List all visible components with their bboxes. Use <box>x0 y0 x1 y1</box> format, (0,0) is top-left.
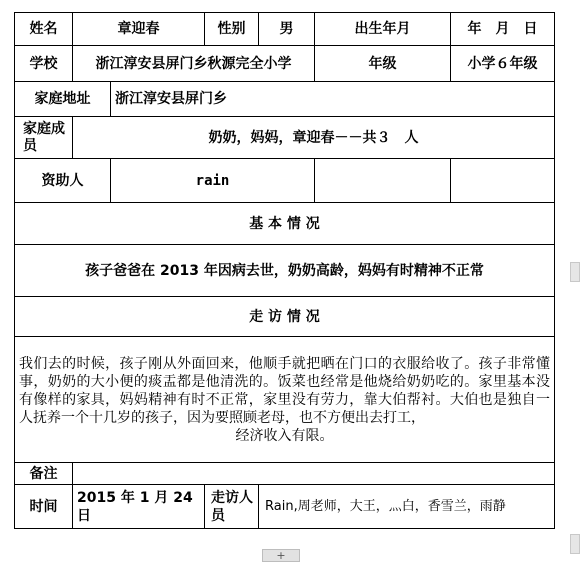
sponsor-extra-cell-2[interactable] <box>451 159 555 203</box>
scroll-handle-icon[interactable] <box>570 262 580 282</box>
visit-text: 我们去的时候，孩子刚从外面回来，他顺手就把晒在门口的衣服给收了。孩子非常懂事，奶奶的大小便的痰盂都是他清洗的。饭菜也经常是他烧给奶奶吃的。家里基本没有像样的家具，妈妈精神有时不正常，家里没有劳力，靠大伯帮衬。大伯也是独自一人抚养一个十几岁的孩子，因为要照顾老母，也不方便出去打工， <box>19 355 550 426</box>
visitors-value[interactable]: Rain,周老师，大王，灬白，香雪兰，雨静 <box>259 485 555 529</box>
family-value[interactable]: 奶奶，妈妈，章迎春－－共３ 人 <box>73 117 555 159</box>
grade-label: 年级 <box>315 46 451 82</box>
row-family <box>15 117 555 159</box>
scroll-handle-icon[interactable] <box>570 534 580 554</box>
row-basic-heading <box>15 203 555 245</box>
time-label: 时间 <box>15 485 73 529</box>
visit-narrative[interactable] <box>15 337 555 463</box>
visit-text-last: 经济收入有限。 <box>235 427 334 444</box>
name-label: 姓名 <box>15 13 73 46</box>
student-visit-form <box>14 12 555 529</box>
row-sponsor <box>15 159 555 203</box>
visitors-label: 走访人员 <box>205 485 259 529</box>
row-visit-heading <box>15 297 555 337</box>
time-value[interactable]: 2015 年 1 月 24 日 <box>73 485 205 529</box>
row-notes <box>15 463 555 485</box>
row-time <box>15 485 555 529</box>
basic-heading: 基 本 情 况 <box>15 203 555 245</box>
grade-value[interactable]: 小学６年级 <box>451 46 555 82</box>
birth-label: 出生年月 <box>315 13 451 46</box>
family-label: 家庭成员 <box>15 117 73 159</box>
basic-value[interactable]: 孩子爸爸在 2013 年因病去世，奶奶高龄，妈妈有时精神不正常 <box>15 245 555 297</box>
row-visit-text <box>15 337 555 463</box>
row-address <box>15 82 555 117</box>
school-label: 学校 <box>15 46 73 82</box>
name-value[interactable]: 章迎春 <box>73 13 205 46</box>
add-row-button[interactable]: + <box>262 549 300 562</box>
sponsor-extra-cell[interactable] <box>315 159 451 203</box>
gender-label: 性别 <box>205 13 259 46</box>
row-basic-value <box>15 245 555 297</box>
gender-value[interactable]: 男 <box>259 13 315 46</box>
address-label: 家庭地址 <box>15 82 111 117</box>
school-value[interactable]: 浙江淳安县屏门乡秋源完全小学 <box>73 46 315 82</box>
row-name <box>15 13 555 46</box>
birth-value[interactable]: 年 月 日 <box>451 13 555 46</box>
notes-value[interactable] <box>73 463 555 485</box>
address-value[interactable]: 浙江淳安县屏门乡 <box>111 82 555 117</box>
sponsor-value[interactable]: rain <box>111 159 315 203</box>
sponsor-label: 资助人 <box>15 159 111 203</box>
visit-heading: 走 访 情 况 <box>15 297 555 337</box>
row-school <box>15 46 555 82</box>
notes-label: 备注 <box>15 463 73 485</box>
